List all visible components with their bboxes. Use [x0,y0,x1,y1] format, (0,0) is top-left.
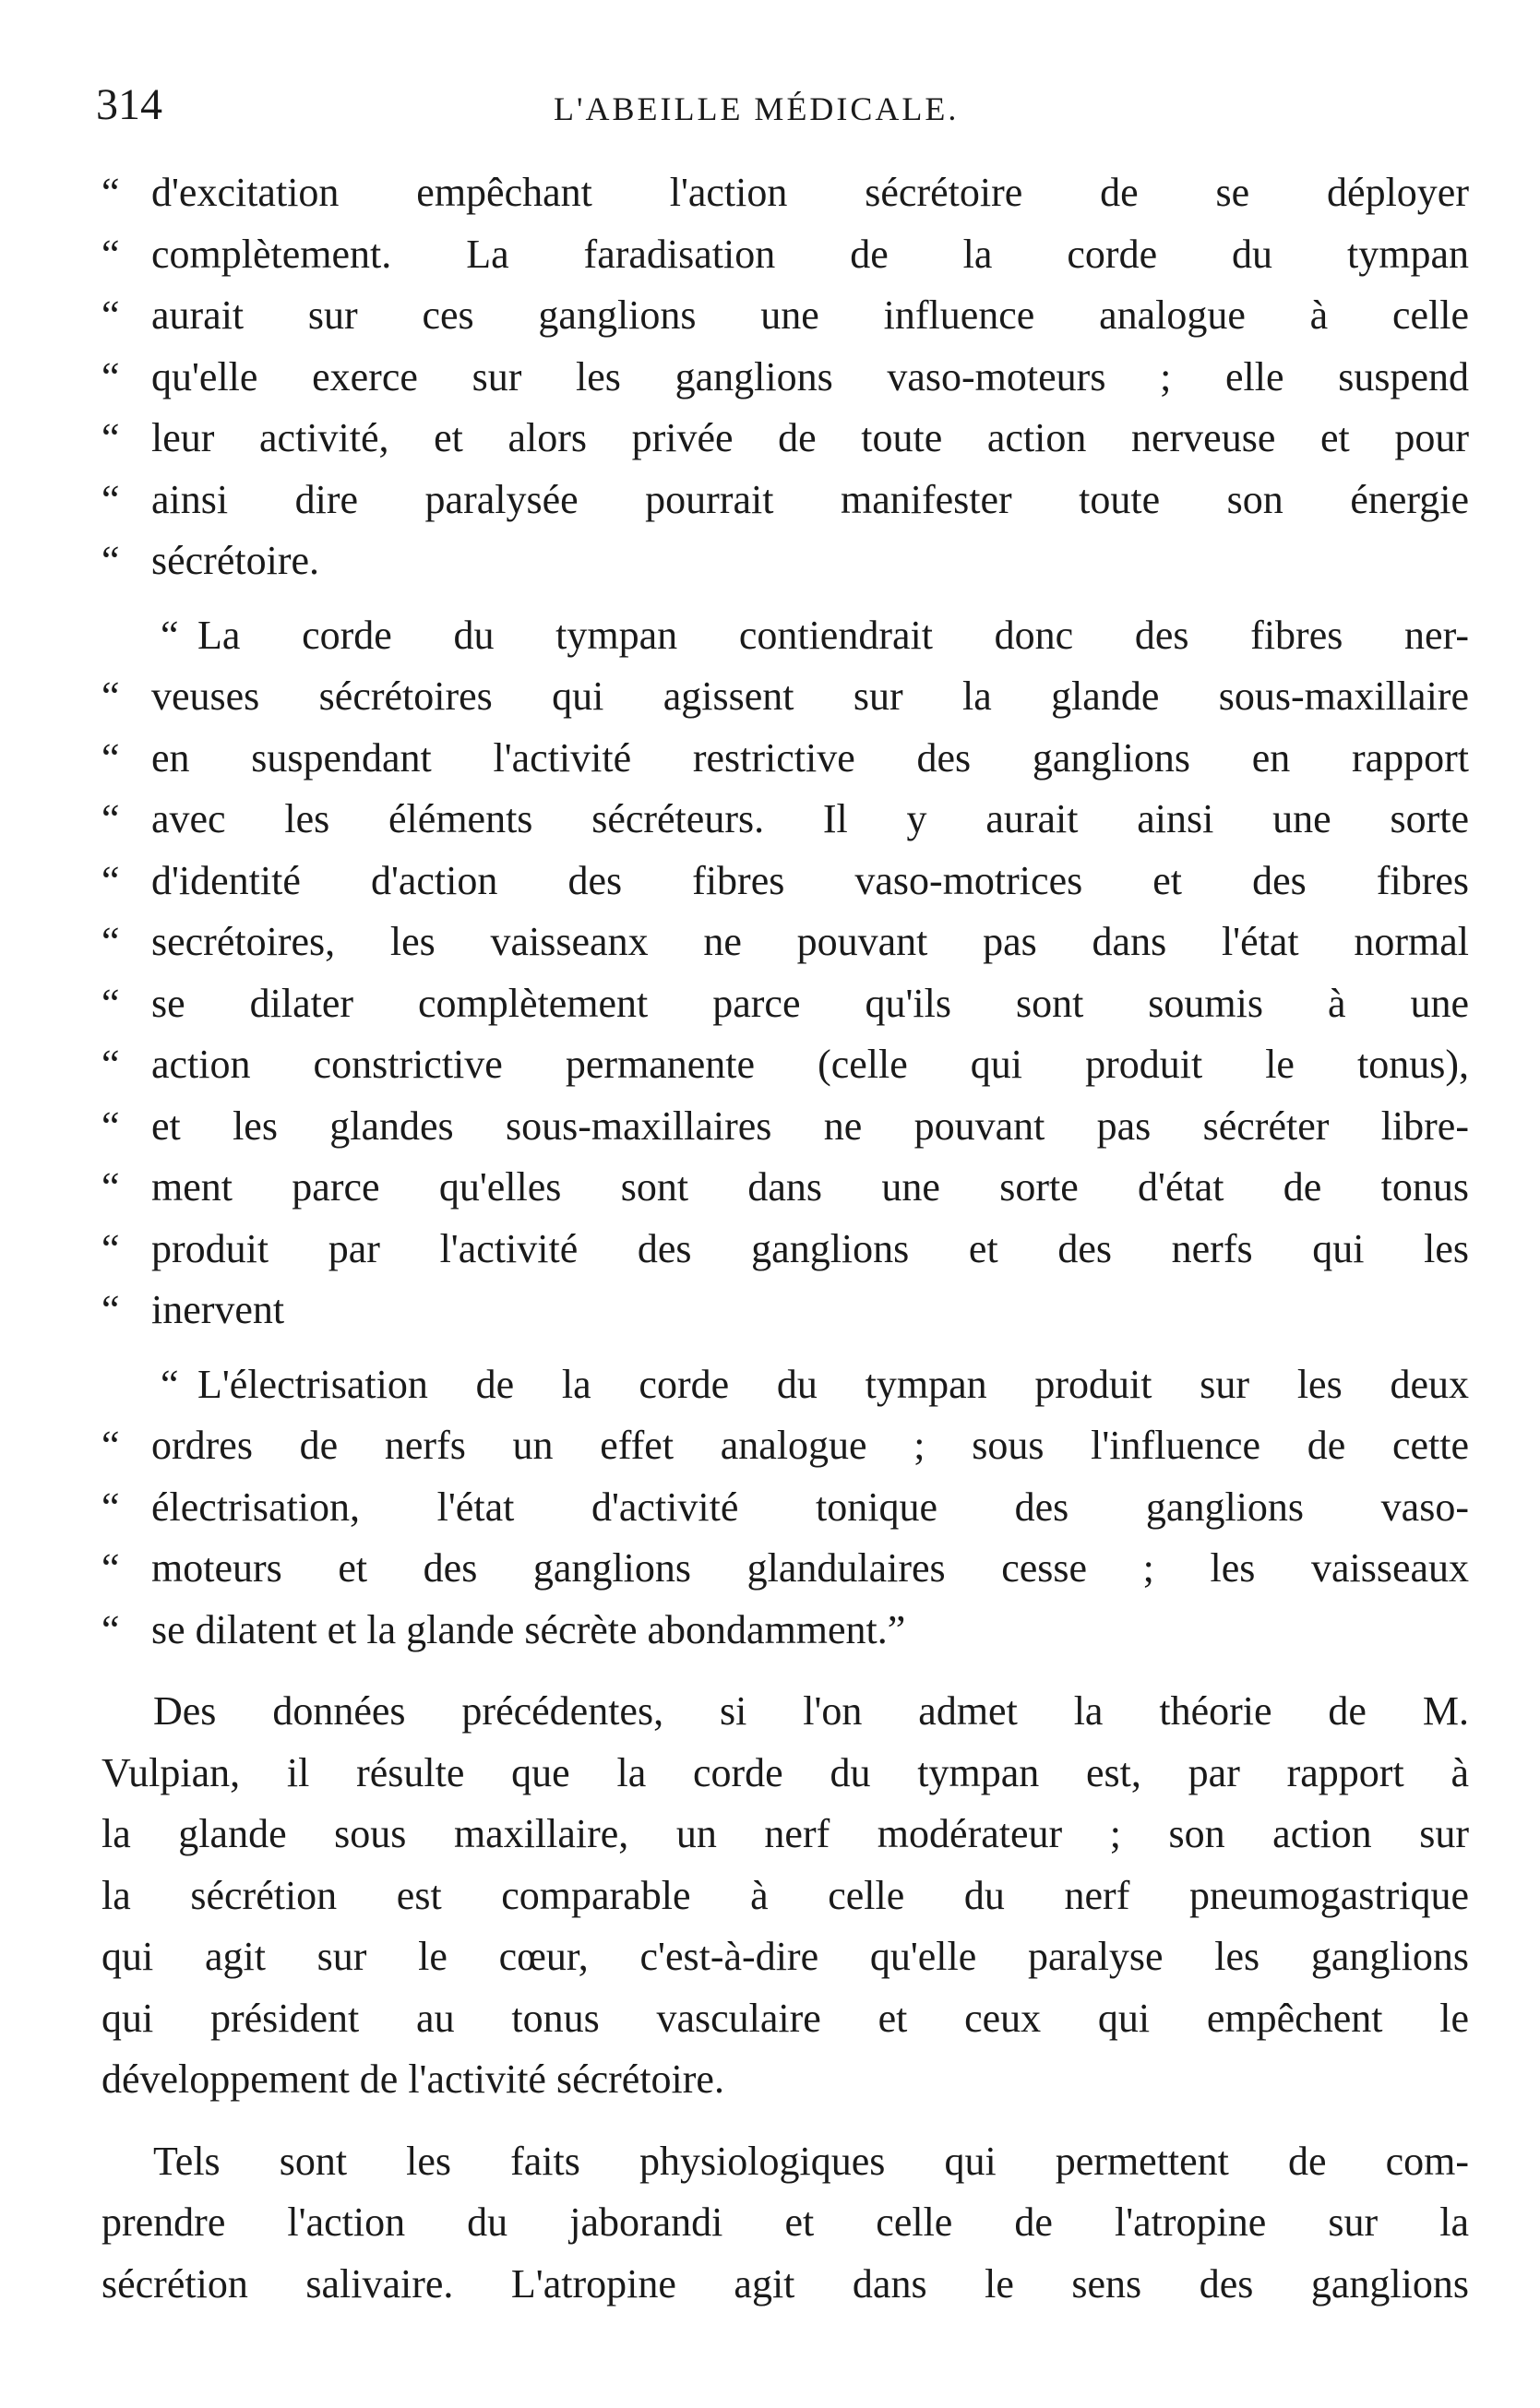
quote-mark: “ [101,1042,120,1087]
quote-mark: “ [101,353,120,399]
text-line: la glande sous maxillaire, un nerf modérateur ; son action sur [101,1811,1469,1856]
text-line [101,1219,1469,1281]
quote-mark: “ [101,1484,120,1530]
paragraph-gap [101,592,1469,605]
line-text: ment parce qu'elles sont dans une sorte d'état de tonus [151,1164,1469,1210]
quote-paragraph [101,605,1469,1341]
text-line [101,789,1469,851]
quote-mark: “ [101,980,120,1026]
text-line: qui président au tonus vasculaire et ceux qui empêchent le [101,1995,1469,2041]
text-line [101,224,1469,286]
text-line [101,408,1469,470]
page-body [101,162,1469,2315]
text-line: la sécrétion est comparable à celle du nerf pneumogastrique [101,1872,1469,1918]
line-text: veuses sécrétoires qui agissent sur la glande sous-maxillaire [151,674,1469,719]
quote-mark: “ [101,919,120,964]
text-line [101,1538,1469,1600]
text-line: qui agit sur le cœur, c'est-à-dire qu'elle paralyse les ganglions [101,1934,1469,1979]
quote-paragraph [101,1354,1469,1662]
text-line [101,1034,1469,1096]
quote-paragraph [101,162,1469,592]
quote-mark: “ [101,1287,120,1332]
line-text: qu'elle exerce sur les ganglions vaso-moteurs ; elle suspend [151,353,1469,399]
text-line [101,347,1469,409]
text-line [101,973,1469,1035]
running-title: L'ABEILLE MÉDICALE. [554,90,960,127]
quote-mark: “ [161,1361,179,1407]
line-text: aurait sur ces ganglions une influence analogue à celle [151,292,1469,338]
line-text: se dilater complètement parce qu'ils sont soumis à une [151,980,1469,1026]
quote-mark: “ [101,231,120,277]
line-text: et les glandes sous-maxillaires ne pouvant pas sécréter libre- [151,1103,1469,1149]
line-text: leur activité, et alors privée de toute action nerveuse et pour [151,415,1469,460]
line-text: L'électrisation de la corde du tympan produit sur les deux [197,1361,1469,1407]
line-text: inervent [151,1287,285,1332]
text-line: Des données précédentes, si l'on admet la théorie de M. [153,1688,1469,1734]
text-line [101,666,1469,728]
paragraph-gap [101,2111,1469,2131]
text-line [101,530,1469,592]
quote-mark: “ [101,1545,120,1591]
line-text: électrisation, l'état d'activité tonique des ganglions vaso- [151,1484,1469,1530]
line-text: d'identité d'action des fibres vaso-motrices et des fibres [151,857,1469,903]
text-line [101,1415,1469,1477]
page-header [0,77,1540,133]
line-text: ainsi dire paralysée pourrait manifester toute son énergie [151,476,1469,522]
quote-mark: “ [101,1103,120,1149]
text-line [101,605,1469,667]
line-text: action constrictive permanente (celle qui produit le tonus), [151,1042,1469,1087]
text-line [101,1600,1469,1662]
text-line: sécrétion salivaire. L'atropine agit dans le sens des ganglions [101,2260,1469,2307]
text-line [101,1354,1469,1416]
quote-mark: “ [101,1423,120,1468]
quote-mark: “ [101,415,120,460]
text-line [101,912,1469,973]
quote-mark: “ [101,170,120,215]
text-line [101,851,1469,912]
text-line [101,1477,1469,1539]
quote-mark: “ [101,796,120,841]
line-text: complètement. La faradisation de la corde du tympan [151,231,1469,277]
text-line [101,1096,1469,1158]
text-line [101,162,1469,224]
text-line [101,1280,1469,1341]
line-text: moteurs et des ganglions glandulaires cesse ; les vaisseaux [151,1545,1469,1591]
body-paragraph [101,1681,1469,2111]
text-line [101,728,1469,790]
quote-mark: “ [101,1606,120,1652]
quote-mark: “ [101,1164,120,1210]
page-number: 314 [96,80,162,129]
line-text: ordres de nerfs un effet analogue ; sous l'influence de cette [151,1423,1469,1468]
quote-mark: “ [101,734,120,781]
line-text: secrétoires, les vaisseanx ne pouvant pas dans l'état normal [151,919,1469,964]
paragraph-gap [101,1661,1469,1681]
line-text: en suspendant l'activité restrictive des ganglions en rapport [151,734,1469,781]
line-text: se dilatent et la glande sécrète abondamment.” [151,1606,906,1652]
line-text: produit par l'activité des ganglions et des nerfs qui les [151,1225,1469,1271]
body-paragraph [101,2131,1469,2316]
text-line [101,1157,1469,1219]
text-line [101,285,1469,347]
text-line: Tels sont les faits physiologiques qui permettent de com- [153,2138,1469,2184]
text-line [101,470,1469,531]
quote-mark: “ [101,476,120,522]
quote-mark: “ [101,1225,120,1271]
quote-mark: “ [101,674,120,719]
quote-mark: “ [101,538,120,583]
line-text: d'excitation empêchant l'action sécrétoire de se déployer [151,170,1469,215]
quote-mark: “ [161,612,179,658]
line-text: sécrétoire. [151,538,319,583]
line-text: avec les éléments sécréteurs. Il y aurait ainsi une sorte [151,796,1469,841]
text-line: Vulpian, il résulte que la corde du tympan est, par rapport à [101,1749,1469,1795]
quote-mark: “ [101,857,120,903]
text-line: développement de l'activité sécrétoire. [101,2056,724,2102]
line-text: La corde du tympan contiendrait donc des fibres ner- [197,612,1469,658]
text-line: prendre l'action du jaborandi et celle de l'atropine sur la [101,2199,1469,2245]
paragraph-gap [101,1341,1469,1354]
quote-mark: “ [101,292,120,338]
